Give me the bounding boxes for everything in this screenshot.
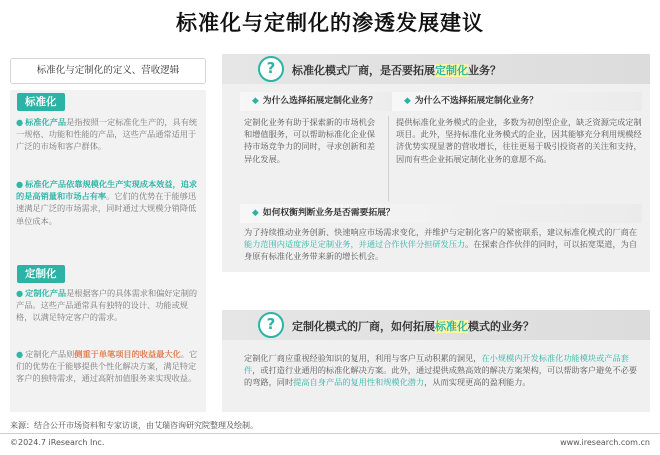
column-divider bbox=[388, 116, 389, 201]
custom-advantage-bullet bbox=[16, 348, 202, 385]
header-prefix: 定制化模式的厂商，如何拓展 bbox=[292, 320, 435, 333]
custom-vendor-panel bbox=[222, 310, 650, 412]
chevron-right-icon: ◆ bbox=[404, 96, 411, 106]
custom-definition-text: 是根据客户的具体需求和偏好定制的产品。这些产品通常具有独特的设计、功能或规格，以满足特定客户的需求。 bbox=[16, 288, 198, 323]
panel-header-text bbox=[292, 62, 501, 78]
standard-product-term: 标准化产品 bbox=[25, 117, 67, 127]
text-prefix: 定制化厂商应重视经验知识的复用，利用与客户互动积累的洞见， bbox=[244, 353, 482, 363]
bullet-icon: ● bbox=[16, 179, 24, 189]
how-weigh-suffix: 。在探索合作伙伴的同时，可以拓宽渠道，为自身原有标准化业务带来新的增长机会。 bbox=[244, 239, 638, 262]
chevron-right-icon: ◆ bbox=[252, 96, 259, 106]
why-expand-label: 为什么选择拓展定制化业务？ bbox=[262, 96, 378, 106]
how-weigh-bar bbox=[240, 204, 642, 223]
standard-advantage-text: 。它们的优势在于能够迅速满足广泛的市场需求，同时通过大规模分销降低单位成本。 bbox=[16, 191, 197, 226]
customization-label: 定制化 bbox=[17, 265, 65, 283]
why-not-expand-text: 提供标准化业务模式的企业，多数为初创型企业，缺乏资源完成定制项目。此外，坚持标准化业务模式的企业，因其能够充分利用规模经济优势实现显著的营收增长，往往更易于吸引投资者的关注和支持，因而有些企业拓展定制化业务的意愿不高。 bbox=[396, 117, 642, 164]
custom-advantage-text: 。它们的优势在于能够提供个性化解决方案，满足特定客户的独特需求，通过高附加值服务来实现收益。 bbox=[16, 349, 198, 384]
text-suffix: ，从而实现更高的盈利能力。 bbox=[424, 377, 531, 388]
how-weigh-label: 如何权衡判断业务是否需要拓展？ bbox=[262, 208, 395, 218]
header-suffix: 模式的业务？ bbox=[468, 320, 534, 333]
why-expand-bar bbox=[240, 92, 410, 111]
footer-divider bbox=[0, 433, 660, 434]
question-icon: ? bbox=[258, 56, 284, 82]
custom-vendor-text bbox=[244, 352, 644, 389]
why-not-expand-label: 为什么不选择拓展定制化业务？ bbox=[414, 96, 538, 106]
how-weigh-prefix: 为了持续推动业务创新、快速响应市场需求变化，并维护与定制化客户的紧密联系，建议标准化模式的厂商在 bbox=[244, 227, 638, 237]
header-prefix: 标准化模式厂商，是否要拓展 bbox=[292, 64, 435, 77]
text-highlight-1: 在小规模内开发标准化功能模块或产品套件 bbox=[244, 353, 629, 376]
standardization-label: 标准化 bbox=[17, 93, 65, 111]
header-suffix: 业务？ bbox=[468, 64, 501, 77]
panel-header-text bbox=[292, 318, 534, 334]
chevron-right-icon: ◆ bbox=[252, 208, 259, 218]
custom-advantage-highlight: 侧重于单笔项目的收益最大化 bbox=[74, 349, 181, 359]
text-highlight-2: 提高自身产品的复用性和规模化潜力 bbox=[293, 377, 425, 388]
how-weigh-highlight: 能力范围内适度涉足定制业务，并通过合作伙伴分担研发压力 bbox=[244, 239, 466, 250]
custom-definition-bullet bbox=[16, 287, 202, 324]
bullet-icon: ● bbox=[16, 117, 24, 127]
why-expand-text: 定制化业务有助于探索新的市场机会和增值服务，可以帮助标准化企业保持市场竞争力的同时，寻求创新和差异化发展。 bbox=[244, 117, 376, 164]
definition-header: 标准化与定制化的定义、营收逻辑 bbox=[10, 58, 206, 84]
header-highlight: 定制化 bbox=[435, 64, 468, 77]
custom-product-term: 定制化产品 bbox=[25, 288, 67, 298]
copyright: ©2024.7 iResearch Inc. bbox=[10, 438, 105, 447]
why-not-expand-bar bbox=[392, 92, 642, 111]
standard-advantage-bullet bbox=[16, 178, 202, 227]
standard-vendor-panel bbox=[222, 54, 650, 272]
header-highlight: 标准化 bbox=[435, 320, 468, 333]
page-title: 标准化与定制化的渗透发展建议 bbox=[176, 11, 484, 35]
definition-panel bbox=[10, 90, 206, 412]
standard-advantage-highlight: 标准化产品依靠规模化生产实现成本效益，追求的是高销量和市场占有率 bbox=[16, 179, 198, 202]
how-weigh-text bbox=[244, 226, 644, 263]
question-icon: ? bbox=[258, 312, 284, 338]
website-link[interactable]: www.iresearch.com.cn bbox=[560, 438, 650, 447]
bullet-icon: ● bbox=[16, 349, 24, 359]
standard-definition-text: 是指按照一定标准化生产的，具有统一规格、功能和性能的产品，这些产品通常适用于广泛的市场和客户群体。 bbox=[16, 117, 198, 152]
text-middle: ，或打造行业通用的标准化解决方案。此外，通过提供成熟高效的解决方案架构，可以帮助客户避免不必要的弯路，同时 bbox=[244, 365, 638, 388]
source-note: 来源：结合公开市场资料和专家访谈，由艾瑞咨询研究院整理及绘制。 bbox=[10, 421, 258, 430]
custom-advantage-prefix: 定制化产品则 bbox=[25, 349, 75, 359]
bullet-icon: ● bbox=[16, 288, 24, 298]
standard-definition-bullet bbox=[16, 116, 202, 153]
